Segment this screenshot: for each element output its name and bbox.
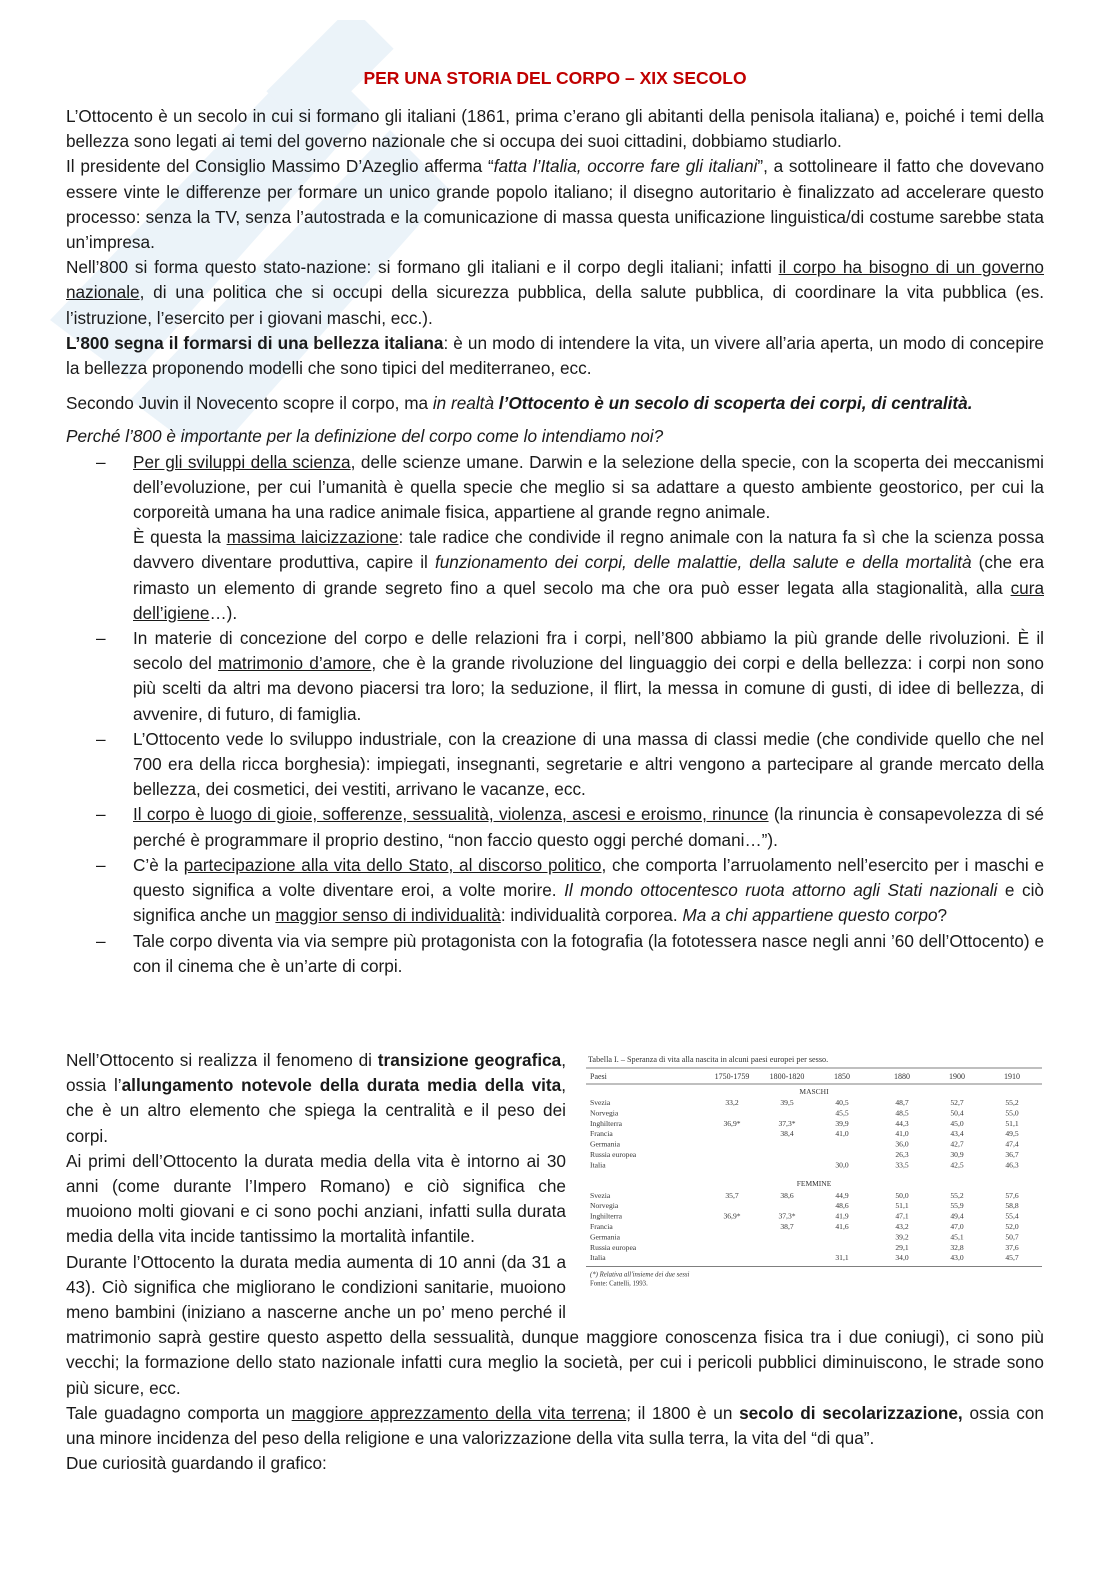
table-cell: 55,9 — [950, 1201, 964, 1211]
table-cell: 32,8 — [950, 1242, 964, 1252]
table-cell: 52,7 — [950, 1098, 964, 1107]
table-cell: 36,7 — [1005, 1150, 1019, 1159]
table-cell: 33,5 — [895, 1160, 909, 1170]
table-cell: Svezia — [590, 1098, 611, 1107]
table-cell: 26,3 — [895, 1150, 909, 1159]
table-cell: 55,0 — [1005, 1108, 1019, 1118]
table-cell: 37,6 — [1005, 1242, 1019, 1252]
table-cell: 29,1 — [895, 1242, 909, 1252]
table-header: Paesi — [590, 1072, 607, 1081]
paragraph-1: L’Ottocento è un secolo in cui si formano gli italiani (1861, prima c’erano gli abitanti della penisola italiana) e, poiché i temi della bellezza sono legati ai temi del governo nazionale che si occupa dei suoi cittadini, dobbiamo studiarlo. — [66, 106, 1044, 152]
table-caption: Tabella I. – Speranza di vita alla nascita in alcuni paesi europei per sesso. — [588, 1055, 829, 1064]
list-item: – L’Ottocento vede lo sviluppo industriale, con la creazione di una massa di classi medie (che condivide quello che nel 700 era della ricca borghesia): impiegati, insegnanti, segretarie e altri vengono a partecipare al grande mercato della bellezza, dei cosmetici, dei vestiti, arrivano le vacanze, ecc. — [96, 728, 1044, 800]
table-cell: Svezia — [590, 1190, 611, 1200]
paragraph-5: Secondo Juvin il Novecento scopre il corpo, ma in realtà l’Ottocento è un secolo di scoperta dei corpi, di centralità. — [66, 393, 973, 414]
table-cell: Norvegia — [590, 1201, 619, 1211]
table-cell: 48,7 — [895, 1098, 909, 1107]
life-expectancy-table — [584, 1052, 1044, 1306]
paragraph-3: Nell’800 si forma questo stato-nazione: si formano gli italiani e il corpo degli italiani; infatti il corpo ha bisogno di un governo nazionale, di una politica che si occupi della sicurezza pubblica, della salute pubblica, di coordinare la vita pubblica (es. l’istruzione, l’esercito per i giovani maschi, ecc.). — [66, 257, 1044, 328]
table-cell: Norvegia — [590, 1108, 619, 1118]
life-expectancy-section — [66, 1048, 1044, 1476]
table-cell: 41,0 — [835, 1129, 849, 1139]
table-group-label: MASCHI — [799, 1087, 829, 1096]
table-cell: 39,9 — [835, 1118, 849, 1128]
table-cell: 55,4 — [1005, 1211, 1019, 1221]
table-cell: 47,0 — [950, 1222, 964, 1231]
table-cell: 42,5 — [950, 1160, 964, 1170]
table-cell: 58,8 — [1005, 1201, 1019, 1211]
table-cell: 39,2 — [895, 1232, 909, 1242]
table-cell: 50,0 — [895, 1190, 909, 1200]
table-cell: 30,9 — [950, 1150, 964, 1159]
table-cell: 31,1 — [835, 1253, 849, 1263]
life-expectancy-table-image — [584, 1052, 1044, 1306]
table-header: 1750-1759 — [714, 1072, 750, 1081]
table-cell: 51,1 — [1005, 1118, 1019, 1128]
table-cell: Italia — [590, 1160, 606, 1170]
table-cell: 35,7 — [725, 1190, 739, 1200]
table-cell: 36,9* — [723, 1118, 741, 1128]
table-cell: Russia europea — [590, 1242, 637, 1252]
table-cell: 30,0 — [835, 1160, 849, 1170]
table-header: 1880 — [894, 1072, 910, 1081]
table-cell: 52,0 — [1005, 1222, 1019, 1231]
table-cell: Francia — [590, 1129, 613, 1139]
table-cell: 38,6 — [780, 1190, 794, 1200]
table-cell: Italia — [590, 1253, 606, 1263]
table-cell: Francia — [590, 1222, 613, 1231]
table-cell: 48,6 — [835, 1201, 849, 1211]
table-cell: 43,0 — [950, 1253, 964, 1263]
table-group-label: FEMMINE — [796, 1178, 832, 1188]
bullet-list — [66, 450, 1044, 979]
list-item: – C’è la partecipazione alla vita dello Stato, al discorso politico, che comporta l’arruolamento nell’esercito per i maschi e questo significa a volte diventare eroi, a volte morire. Il mondo ottocentesco ruota attorno agli Stati nazionali e ciò significa anche un maggior senso di individualità: individualità corporea. Ma a chi appartiene questo corpo? — [96, 854, 1045, 926]
table-header: 1800-1820 — [769, 1072, 805, 1081]
table-note: (*) Relativa all'insieme dei due sessi — [590, 1271, 690, 1279]
table-cell: 47,4 — [1005, 1139, 1019, 1149]
paragraph-secularization: Tale guadagno comporta un maggiore apprezzamento della vita terrena; il 1800 è un secolo di secolarizzazione, ossia con una minore incidenza del peso della religione e una valorizzazione della vita sulla terra, la vita del “di qua”. — [66, 1402, 1044, 1449]
paragraph-transition: Nell’Ottocento si realizza il fenomeno di transizione geografica, ossia l’allungamento notevole della durata media della vita, che è un altro elemento che spiega la centralità e il peso dei corpi. — [66, 1050, 566, 1146]
table-cell: 38,4 — [780, 1129, 794, 1139]
table-cell: Germania — [590, 1232, 620, 1242]
table-header: 1900 — [949, 1072, 965, 1081]
table-cell: 33,2 — [725, 1098, 739, 1107]
paragraph-curiosities: Due curiosità guardando il grafico: — [66, 1453, 327, 1474]
table-cell: 55,2 — [950, 1190, 964, 1200]
table-cell: 49,5 — [1005, 1129, 1019, 1139]
table-cell: 46,3 — [1005, 1160, 1019, 1170]
table-cell: Inghilterra — [590, 1118, 623, 1128]
table-cell: 41,0 — [895, 1129, 909, 1139]
table-cell: 37,3* — [778, 1211, 796, 1221]
table-cell: 36,0 — [895, 1139, 909, 1149]
table-cell: Germania — [590, 1139, 620, 1149]
table-cell: 57,6 — [1005, 1190, 1019, 1200]
table-cell: 55,2 — [1005, 1098, 1019, 1107]
table-cell: 50,7 — [1005, 1232, 1019, 1242]
table-cell: 42,7 — [950, 1139, 964, 1149]
table-cell: 38,7 — [780, 1222, 794, 1231]
list-item: – Per gli sviluppi della scienza, delle scienze umane. Darwin e la selezione della specie, con la scoperta dei meccanismi dell’evoluzione, per cui l’umanità è quella specie che meglio si sa adattare a questo ambiente geostorico, per cui la corporeità umana ha una radice animale fisica, appartiene al grande regno animale. È questa la massima laicizzazione: tale radice che condivide il regno animale con la natura fa sì che la scienza possa davvero diventare produttiva, capire il funzionamento dei corpi, delle malattie, della salute e della mortalità (che era rimasto un elemento di grande segreto fino a quel secolo ma che ora può esser legata alla stagionalità, alla cura dell’igiene…). — [96, 451, 1045, 623]
table-cell: 47,1 — [895, 1211, 909, 1221]
paragraph-increase: Durante l’Ottocento la durata media aumenta di 10 anni (da 31 a 43). Ciò significa che migliorano le condizioni sanitarie, muoiono meno bambini (iniziano a nascerne anche un po’ meno perché il matrimonio saprà gestire questo aspetto della sessualità, dunque maggiore conoscenza fisica tra i due coniugi), ci sono più vecchi; la formazione dello stato nazionale infatti cura meglio la società, per cui i pericoli pubblici diminuiscono, le strade sono più sicure, ecc. — [66, 1251, 1044, 1398]
table-cell: 34,0 — [895, 1253, 909, 1263]
table-cell: 41,9 — [835, 1211, 849, 1221]
table-header: 1850 — [834, 1072, 850, 1081]
table-cell: 51,1 — [895, 1201, 909, 1211]
table-header: 1910 — [1004, 1072, 1020, 1081]
list-item: – Tale corpo diventa via via sempre più protagonista con la fotografia (la fototessera nasce negli anni ’60 dell’Ottocento) e con il cinema che è un’arte di corpi. — [96, 930, 1044, 976]
table-cell: 43,4 — [950, 1129, 964, 1139]
paragraph-2: Il presidente del Consiglio Massimo D’Azeglio afferma “fatta l’Italia, occorre fare gli italiani”, a sottolineare il fatto che dovevano essere vinte le differenze per formare un unico grande popolo italiano; il disegno autoritario è finalizzato ad accelerare questo processo: senza la TV, senza l’autostrada e la comunicazione di massa questa unificazione linguistica/di costume sarebbe stata un’impresa. — [66, 156, 1045, 253]
table-cell: 50,4 — [950, 1108, 964, 1118]
table-cell: 43,2 — [895, 1222, 909, 1231]
table-cell: 45,0 — [950, 1118, 964, 1128]
table-cell: Inghilterra — [590, 1211, 623, 1221]
table-cell: 40,5 — [835, 1098, 849, 1107]
list-item: – Il corpo è luogo di gioie, sofferenze, sessualità, violenza, ascesi e eroismo, rinunce (la rinuncia è consapevolezza di sé perché è programmare il proprio destino, “non faccio questo oggi perché domani…”). — [96, 804, 1044, 850]
table-cell: 48,5 — [895, 1108, 909, 1118]
table-cell: 39,5 — [780, 1098, 794, 1107]
page-title: PER UNA STORIA DEL CORPO – XIX SECOLO — [363, 68, 747, 88]
list-item: – In materie di concezione del corpo e delle relazioni fra i corpi, nell’800 abbiamo la più grande delle rivoluzioni. È il secolo del matrimonio d’amore, che è la grande rivoluzione del linguaggio dei corpi e della bellezza: i corpi non sono più scelti da altri ma devono piacersi tra loro; la seduzione, il flirt, la messa in comune di gusti, di idee di bellezza, di avvenire, di futuro, di famiglia. — [96, 628, 1044, 724]
main-content — [66, 66, 1044, 979]
table-cell: 45,1 — [950, 1232, 964, 1242]
paragraph-4: L’800 segna il formarsi di una bellezza italiana: è un modo di intendere la vita, un vivere all’aria aperta, un modo di concepire la bellezza proponendo modelli che sono tipici del mediterraneo, ecc. — [66, 332, 1044, 379]
table-cell: 36,9* — [723, 1211, 741, 1221]
table-source: Fonte: Cattelli, 1993. — [590, 1280, 648, 1288]
table-cell: 45,7 — [1005, 1253, 1019, 1263]
table-cell: 44,9 — [835, 1190, 849, 1200]
table-cell: 45,5 — [835, 1108, 849, 1118]
table-cell: Russia europea — [590, 1150, 637, 1159]
table-cell: 41,6 — [835, 1222, 849, 1231]
question-heading: Perché l’800 è importante per la definizione del corpo come lo intendiamo noi? — [66, 426, 664, 447]
table-cell: 37,3* — [778, 1118, 796, 1128]
table-cell: 49,4 — [950, 1211, 964, 1221]
paragraph-early-century: Ai primi dell’Ottocento la durata media della vita è intorno ai 30 anni (come durante l’Impero Romano) e ciò significa che muoiono molti giovani e ci sono pochi anziani, infatti sulla durata media della vita incide tantissimo la mortalità infantile. — [66, 1150, 566, 1247]
table-cell: 44,3 — [895, 1118, 909, 1128]
